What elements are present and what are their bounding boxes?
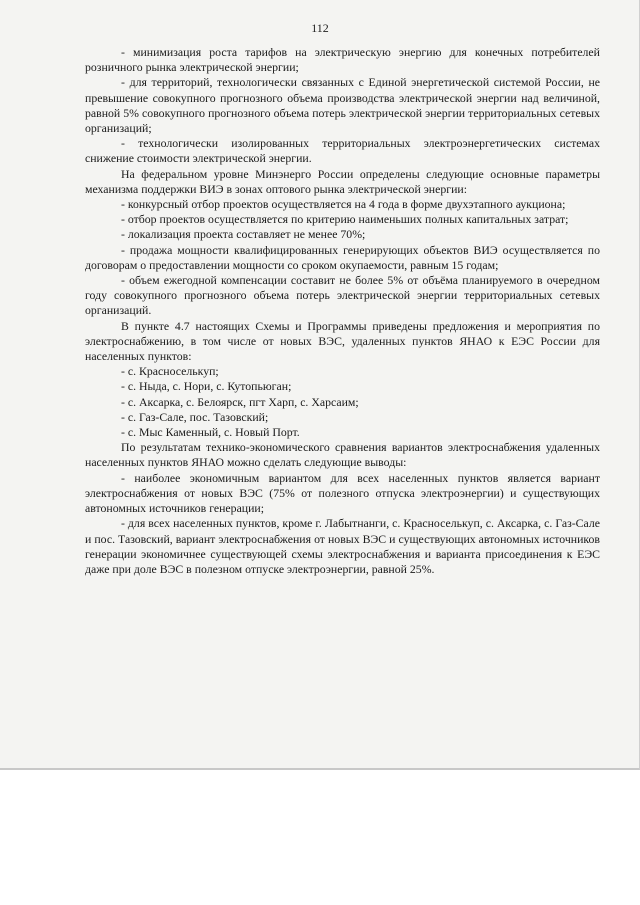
paragraph: - отбор проектов осуществляется по критерию наименьших полных капитальных затрат;: [121, 212, 569, 227]
paragraph: - минимизация роста тарифов на электрическую энергию для конечных потребителей розничного рынка электрической энергии;: [85, 45, 600, 75]
paragraph: - технологически изолированных территориальных электроэнергетических системах снижение стоимости электрической энергии.: [85, 136, 600, 166]
list-item: - с. Мыс Каменный, с. Новый Порт.: [121, 425, 300, 440]
paragraph: - объем ежегодной компенсации составит не более 5% от объёма планируемого в очередном году совокупного прогнозного объема потерь электрической энергии территориальных сетевых организаций.: [85, 273, 600, 318]
paragraph: - продажа мощности квалифицированных генерирующих объектов ВИЭ осуществляется по договорам о предоставлении мощности со сроком окупаемости, равным 15 годам;: [85, 242, 600, 272]
paragraph: - локализация проекта составляет не менее 70%;: [121, 227, 366, 242]
list-item: - с. Красноселькуп;: [121, 364, 219, 379]
paragraph: - конкурсный отбор проектов осуществляется на 4 года в форме двухэтапного аукциона;: [121, 197, 566, 212]
document-body: [85, 45, 600, 577]
list-item: - с. Газ-Сале, пос. Тазовский;: [121, 409, 269, 424]
list-item: - с. Ныда, с. Нори, с. Кутопьюган;: [121, 379, 292, 394]
paragraph: На федеральном уровне Минэнерго России определены следующие основные параметры механизма поддержки ВИЭ в зонах оптового рынка электрической энергии:: [85, 166, 600, 196]
paragraph: - наиболее экономичным вариантом для всех населенных пунктов является вариант электроснабжения от новых ВЭС (75% от полезного отпуска электроэнергии) и существующих автономных источников генерации;: [85, 470, 600, 516]
paragraph: В пункте 4.7 настоящих Схемы и Программы приведены предложения и мероприятия по электроснабжению, в том числе от новых ВЭС, удаленных пунктов ЯНАО к ЕЭС России для населенных пунктов:: [85, 318, 600, 364]
paragraph: - для всех населенных пунктов, кроме г. Лабытнанги, с. Красноселькуп, с. Аксарка, с. Газ-Сале и пос. Тазовский, вариант электроснабжения от новых ВЭС и существующих автономных источников генерации экономичнее существующей схемы электроснабжения и варианта присоединения к ЕЭС даже при доле ВЭС в полезном отпуске электроэнергии, равной 25%.: [85, 516, 600, 576]
settlement-list: [85, 364, 600, 440]
paragraph: - для территорий, технологически связанных с Единой энергетической системой России, не превышение совокупного прогнозного объема производства электрической энергии над величиной, равной 5% совокупного прогнозного объема потерь электрической энергии территориальных сетевых организаций;: [85, 75, 600, 136]
list-item: - с. Аксарка, с. Белоярск, пгт Харп, с. Харсаим;: [121, 394, 359, 409]
paragraph: По результатам технико-экономического сравнения вариантов электроснабжения удаленных населенных пунктов ЯНАО можно сделать следующие выводы:: [85, 440, 600, 470]
page-number: 112: [311, 21, 329, 35]
